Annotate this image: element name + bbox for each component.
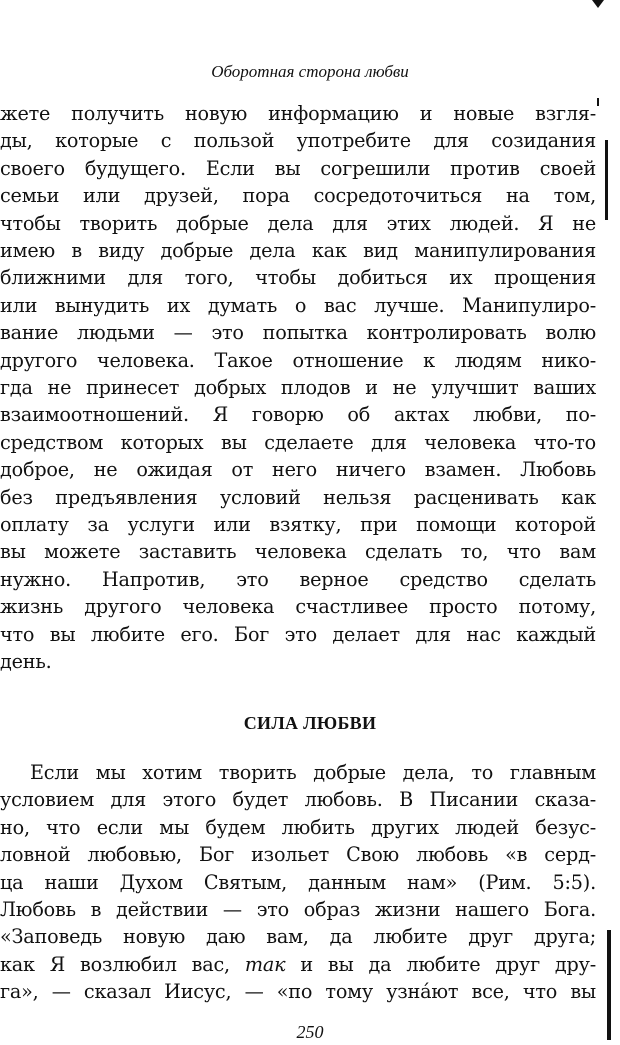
scan-margin-tick [597, 98, 599, 106]
running-head: Оборотная сторона любви [211, 62, 409, 81]
text-line: нужно. Напротив, это верное средство сделать [0, 569, 596, 591]
text-line: ближними для того, чтобы добиться их прощения [0, 268, 596, 290]
text-line: чтобы творить добрые дела для этих людей. Я не [0, 213, 596, 235]
section-heading: СИЛА ЛЮБВИ [243, 713, 377, 733]
text-line: семьи или друзей, пора сосредоточиться на том, [0, 186, 596, 208]
text-line: га», — сказал Иисус, — «по тому узна́ют все, что вы [0, 982, 596, 1004]
text-line: гда не принесет добрых плодов и не улучшит ваших [0, 378, 596, 399]
text-line: оплату за услуги или взятку, при помощи которой [0, 515, 596, 536]
scan-arrow-mark [592, 0, 604, 8]
text-line: вание людьми — это попытка контролировать волю [0, 323, 596, 345]
text-line: день. [0, 652, 52, 673]
text-line: вы можете заставить человека сделать то, что вам [0, 542, 596, 564]
text-line: «Заповедь новую даю вам, да любите друг друга; [0, 927, 596, 949]
text-line: как Я возлюбил вас, так и вы да любите друг дру- [0, 954, 596, 976]
text-line: доброе, не ожидая от него ничего взамен. Любовь [0, 460, 596, 482]
text-line: ца наши Духом Святым, данным нам» (Рим. 5:5). [0, 872, 596, 894]
text-line: Любовь в действии — это образ жизни нашего Бога. [0, 900, 596, 921]
text-line: что вы любите его. Бог это делает для нас каждый [0, 624, 596, 646]
text-line: условием для этого будет любовь. В Писании сказа- [0, 790, 596, 812]
text-line: или вынудить их думать о вас лучше. Манипулиро- [0, 295, 596, 317]
text-line: но, что если мы будем любить других людей безус- [0, 817, 596, 839]
text-line: другого человека. Такое отношение к людям нико- [0, 350, 596, 372]
text-line: жизнь другого человека счастливее просто потому, [0, 597, 596, 619]
text-line: средством которых вы сделаете для человека что-то [0, 432, 596, 454]
text-line: ды, которые с пользой употребите для созидания [0, 131, 596, 153]
text-line: жете получить новую информацию и новые взгля- [0, 104, 596, 125]
text-line: без предъявления условий нельзя расценивать как [0, 487, 596, 509]
text-line: Если мы хотим творить добрые дела, то главным [30, 763, 596, 784]
scan-margin-line-top [605, 140, 608, 220]
text-line: ловной любовью, Бог изольет Свою любовь «в серд- [0, 845, 596, 867]
page-number: 250 [296, 1022, 324, 1042]
emphasis-word: так [244, 954, 286, 976]
text-line: взаимоотношений. Я говорю об актах любви, по- [0, 405, 596, 427]
text-line: имею в виду добрые дела как вид манипулирования [0, 241, 596, 262]
text-line: своего будущего. Если вы согрешили против своей [0, 158, 596, 180]
